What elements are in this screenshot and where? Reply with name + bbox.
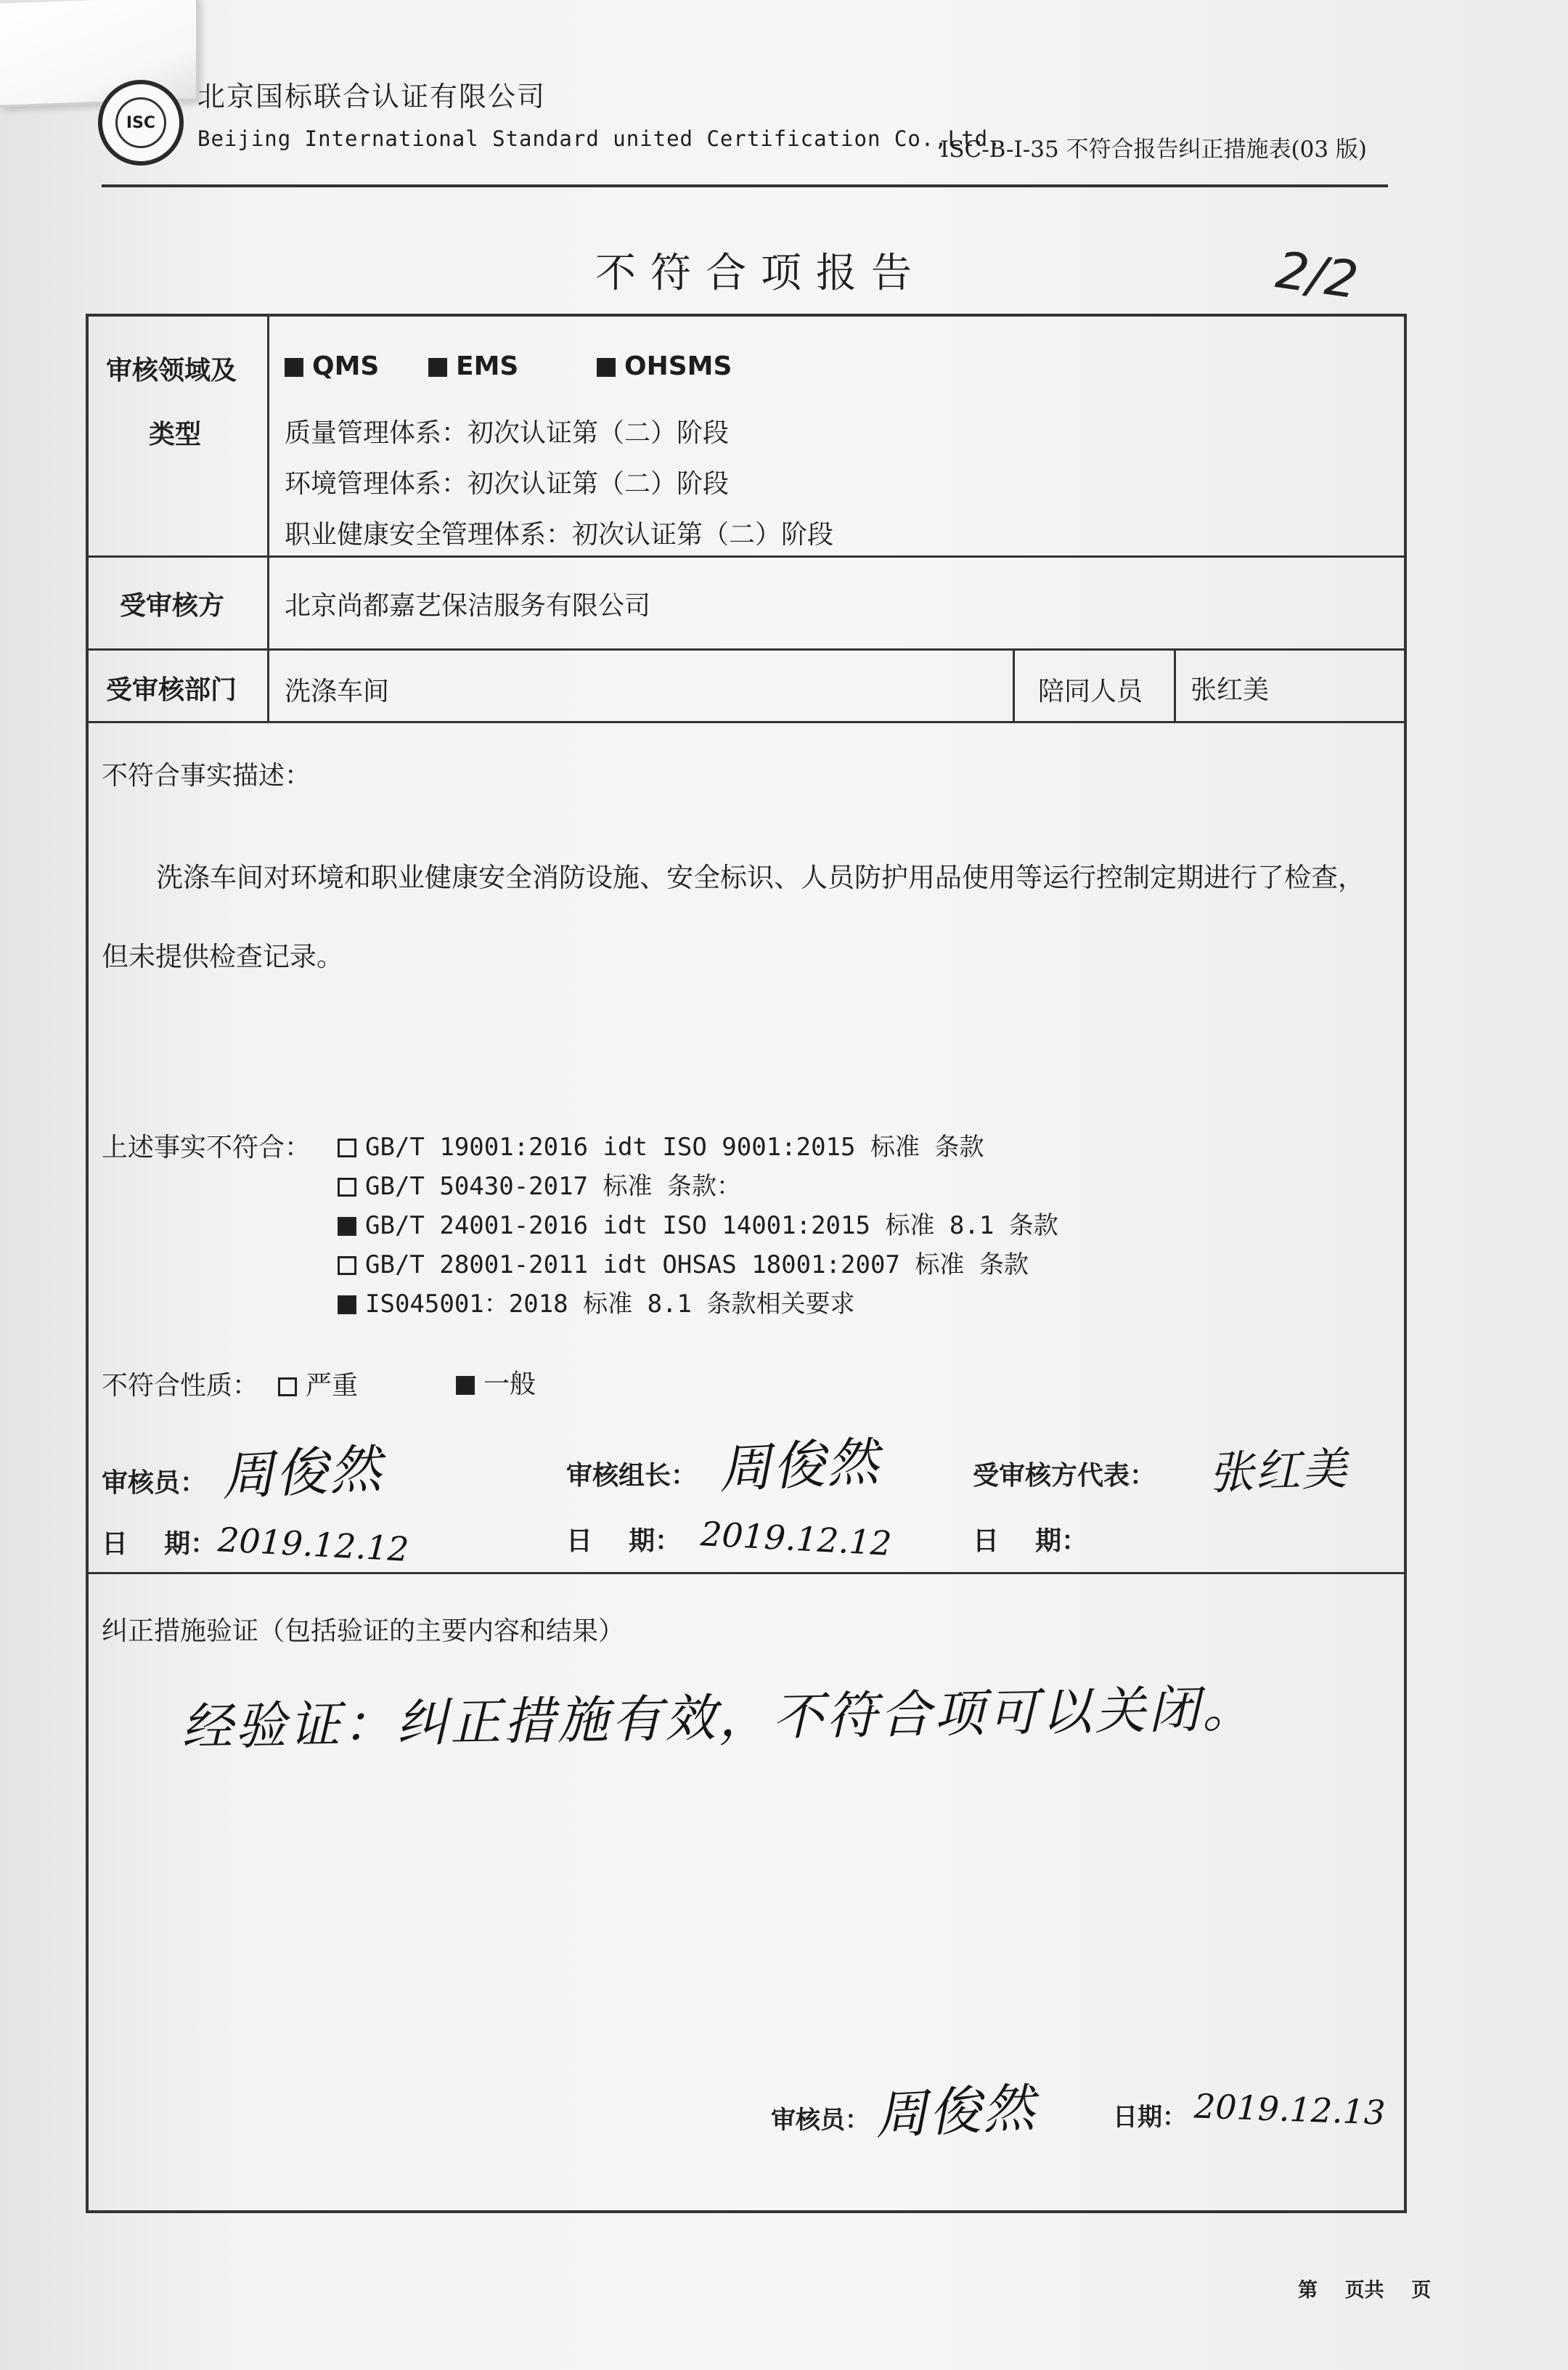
date-2: 2019.12.12 (699, 1514, 893, 1563)
standard-item (338, 1205, 1058, 1241)
leader-label: 审核组长： (566, 1461, 698, 1491)
auditee-label: 受审核方 (120, 591, 225, 621)
row-divider (86, 555, 1407, 558)
nonconformity-label: 上述事实不符合： (102, 1133, 311, 1162)
logo-text: ISC (115, 97, 166, 148)
verification-date-label: 日期： (1113, 2103, 1187, 2132)
checkbox-unchecked-icon (338, 1139, 356, 1157)
description-label: 不符合事实描述： (102, 761, 311, 791)
date-label-1: 日 期： (102, 1529, 217, 1559)
verification-label: 纠正措施验证（包括验证的主要内容和结果） (102, 1616, 625, 1646)
qms-option (285, 351, 379, 381)
nature-severe-label: 严重 (306, 1371, 359, 1401)
audit-area-label-2: 类型 (149, 420, 202, 449)
checkbox-checked-icon (285, 358, 303, 377)
company-logo (98, 80, 184, 166)
representative-label: 受审核方代表： (973, 1461, 1156, 1491)
verification-date: 2019.12.13 (1193, 2086, 1387, 2133)
leader-signature: 周俊然 (717, 1430, 882, 1500)
checkbox-checked-icon (428, 358, 447, 377)
company-name-cn: 北京国标联合认证有限公司 (197, 81, 547, 113)
department-label: 受审核部门 (106, 675, 237, 705)
description-line-1: 洗涤车间对环境和职业健康安全消防设施、安全标识、人员防护用品使用等运行控制定期进行了检查， (156, 862, 1365, 893)
page-title: 不符合项报告 (595, 250, 926, 297)
header-divider (102, 184, 1388, 187)
column-divider (1174, 648, 1176, 721)
column-divider (267, 314, 269, 721)
date-label-3: 日 期： (973, 1526, 1088, 1556)
standard-text: GB/T 19001:2016 idt ISO 9001:2015 标准 条款 (365, 1133, 984, 1162)
standard-item (338, 1245, 1029, 1280)
escort-label: 陪同人员 (1038, 677, 1143, 706)
auditor-label: 审核员： (102, 1468, 207, 1498)
checkbox-unchecked-icon (278, 1377, 297, 1396)
checkbox-checked-icon (456, 1376, 475, 1395)
checkbox-unchecked-icon (338, 1178, 356, 1197)
company-name-en: Beijing International Standard united Certification Co.,Ltd. (197, 126, 1002, 151)
auditee-value: 北京尚都嘉艺保洁服务有限公司 (285, 591, 651, 621)
standard-item (338, 1166, 741, 1202)
representative-signature: 张红美 (1207, 1441, 1349, 1500)
row-divider (86, 648, 1407, 651)
standard-text: GB/T 24001-2016 idt ISO 14001:2015 标准 8.1 条款 (365, 1211, 1058, 1240)
verifier-signature: 周俊然 (873, 2077, 1038, 2146)
ems-stage-line: 环境管理体系：初次认证第（二）阶段 (285, 469, 730, 499)
handwritten-page-mark: 2/2 (1272, 240, 1362, 311)
checkbox-checked-icon (338, 1295, 356, 1314)
checkbox-checked-icon (597, 358, 616, 377)
escort-value: 张红美 (1191, 675, 1270, 705)
row-divider (86, 721, 1407, 723)
nature-general-label: 一般 (483, 1369, 536, 1399)
qms-label: QMS (312, 351, 380, 381)
ems-label: EMS (456, 351, 519, 381)
standard-text: GB/T 28001-2011 idt OHSAS 18001:2007 标准 条款 (365, 1250, 1029, 1279)
column-divider (1013, 648, 1015, 721)
standard-item (338, 1127, 984, 1162)
auditor-signature: 周俊然 (220, 1438, 385, 1507)
page-footer: 第 页共 页 (1298, 2279, 1432, 2302)
ohsms-label: OHSMS (624, 351, 732, 381)
verification-handwritten-note: 经验证：纠正措施有效，不符合项可以关闭。 (181, 1679, 1257, 1757)
ohsms-option (597, 351, 732, 381)
audit-area-label: 审核领域及 (106, 356, 237, 386)
checkbox-unchecked-icon (338, 1256, 356, 1275)
form-code: ISC-B-I-35 不符合报告纠正措施表(03 版) (940, 137, 1368, 163)
nature-general-option (456, 1364, 536, 1401)
checkbox-checked-icon (338, 1217, 356, 1236)
row-divider (86, 1572, 1407, 1574)
standard-item (338, 1284, 854, 1319)
verifier-label: 审核员： (771, 2106, 870, 2135)
department-value: 洗涤车间 (285, 677, 390, 706)
standard-text: GB/T 50430-2017 标准 条款： (365, 1172, 741, 1201)
standard-text: IS045001：2018 标准 8.1 条款相关要求 (365, 1290, 855, 1319)
ohsms-stage-line: 职业健康安全管理体系：初次认证第（二）阶段 (285, 520, 834, 550)
qms-stage-line: 质量管理体系：初次认证第（二）阶段 (285, 418, 730, 448)
description-line-2: 但未提供检查记录。 (102, 941, 343, 972)
nature-label: 不符合性质： (102, 1371, 259, 1401)
nature-severe-option (278, 1365, 358, 1402)
ems-option (428, 351, 518, 381)
date-label-2: 日 期： (566, 1526, 682, 1556)
date-1: 2019.12.12 (216, 1520, 410, 1569)
